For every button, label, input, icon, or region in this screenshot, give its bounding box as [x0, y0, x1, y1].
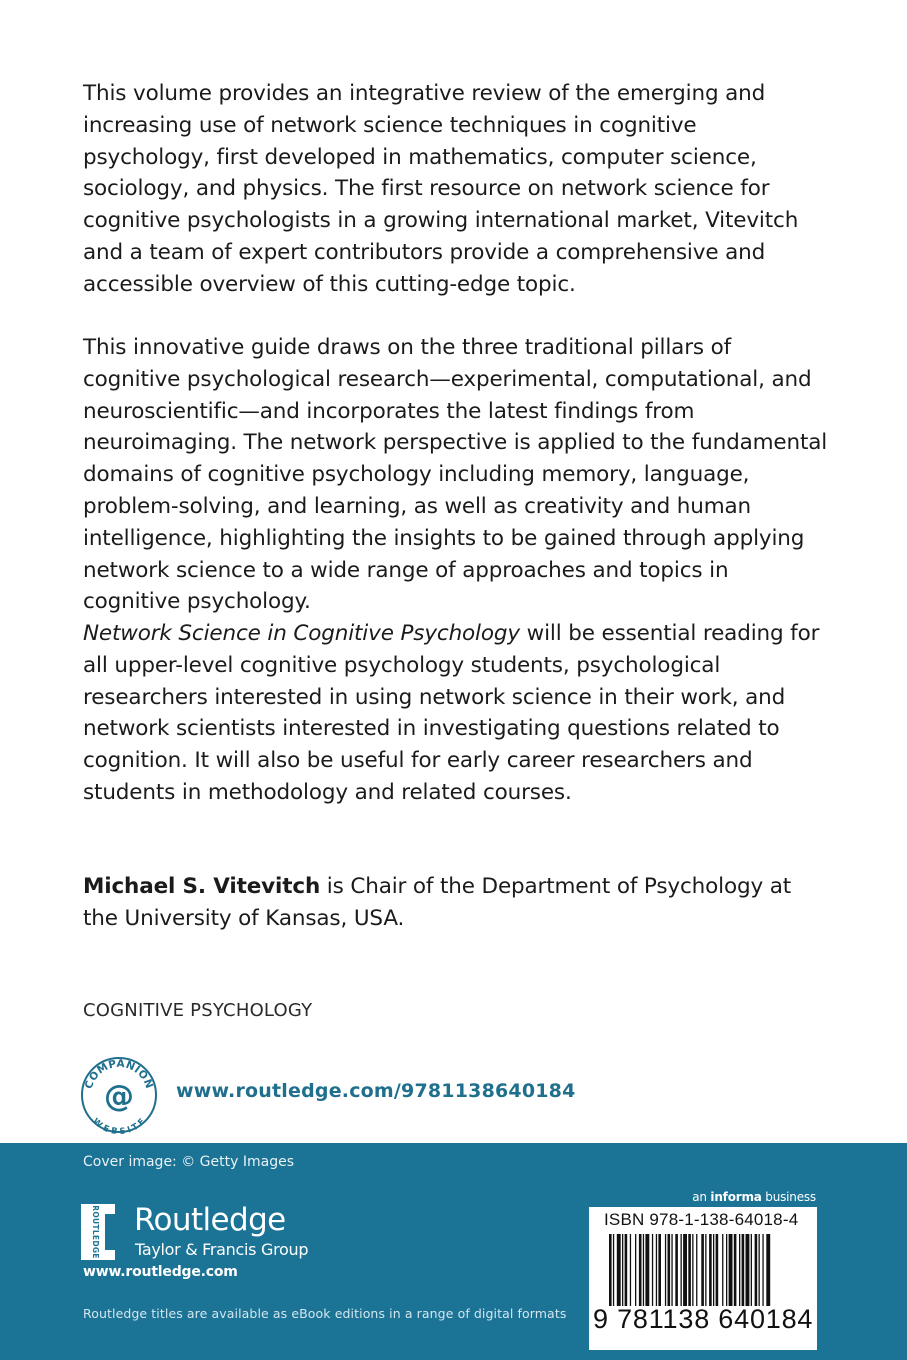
- barcode-bar: [739, 1234, 740, 1306]
- companion-website-badge-icon: [80, 1056, 158, 1134]
- informa-business-tag: [692, 1190, 816, 1204]
- publisher-website-link[interactable]: www.routledge.com: [83, 1264, 238, 1280]
- barcode-bar: [766, 1234, 770, 1306]
- description-paragraph-1: This volume provides an integrative review of the emerging and increasing use of network science techniques in cognitive psychology, first developed in mathematics, computer science, sociology, and physics. The first resource on network science for cognitive psychologists in a growing international market, Vitevitch and a team of expert contributors provide a comprehensive and accessible overview of this cutting-edge topic.: [83, 81, 799, 297]
- isbn-label: ISBN 978-1-138-64018-4: [604, 1210, 799, 1229]
- author-bio: [83, 871, 828, 935]
- barcode-bar: [692, 1234, 693, 1306]
- barcode-bar: [755, 1234, 758, 1306]
- informa-suffix: business: [761, 1190, 816, 1204]
- companion-website-link[interactable]: www.routledge.com/9781138640184: [176, 1080, 576, 1102]
- barcode-bar: [751, 1234, 752, 1306]
- companion-at-symbol: @: [104, 1079, 134, 1114]
- companion-bottom-text: WEBSITE: [90, 1116, 148, 1134]
- barcode-bar: [643, 1234, 644, 1306]
- informa-prefix: an: [692, 1190, 711, 1204]
- ebook-availability-note: Routledge titles are available as eBook editions in a range of digital formats: [83, 1306, 567, 1321]
- companion-top-text: COMPANION: [82, 1057, 156, 1091]
- barcode-bar: [726, 1234, 727, 1306]
- barcode-bar: [709, 1234, 712, 1306]
- description-paragraph-2: This innovative guide draws on the three traditional pillars of cognitive psychological research—experimental, computational, and neuroscientific—and incorporates the latest findings from neuroimaging. The network perspective is applied to the fundamental domains of cognitive psychology including memory, language, problem-solving, and learning, as well as creativity and human intelligence, highlighting the insights to be gained through applying network science to a wide range of approaches and topics in cognitive psychology.: [83, 335, 828, 615]
- barcode-bar: [713, 1234, 714, 1306]
- author-name: Michael S. Vitevitch: [83, 874, 321, 899]
- barcode-bar: [696, 1234, 697, 1306]
- barcode-bar: [683, 1234, 687, 1306]
- barcode-bar: [668, 1234, 671, 1306]
- barcode-bar: [656, 1234, 657, 1306]
- barcode-bar: [630, 1234, 631, 1306]
- barcode-bar: [722, 1234, 723, 1306]
- barcode-bar: [729, 1234, 733, 1306]
- barcode-icon: [609, 1234, 807, 1306]
- barcode-panel: [589, 1207, 817, 1350]
- barcode-bar: [652, 1234, 653, 1306]
- logo-wordmark: ROUTLEDGE: [91, 1205, 100, 1259]
- description-paragraph-3: [83, 618, 828, 809]
- barcode-bar: [701, 1234, 704, 1306]
- publisher-group: Taylor & Francis Group: [135, 1240, 309, 1259]
- barcode-bar: [625, 1234, 628, 1306]
- barcode-bar: [734, 1234, 737, 1306]
- barcode-bar: [671, 1234, 672, 1306]
- barcode-bar: [688, 1234, 691, 1306]
- barcode-bar: [622, 1234, 623, 1306]
- cover-image-credit: Cover image: © Getty Images: [83, 1154, 294, 1170]
- barcode-bar: [675, 1234, 678, 1306]
- barcode-bar: [635, 1234, 636, 1306]
- barcode-bar: [645, 1234, 649, 1306]
- barcode-bar: [762, 1234, 763, 1306]
- barcode-bar: [613, 1234, 614, 1306]
- paragraph-3-text: will be essential reading for all upper-level cognitive psychology students, psychological researchers interested in using network science in their work, and network scientists interested in investigating questions related to cognition. It will also be useful for early career researchers and students in methodology and related courses.: [83, 621, 820, 805]
- book-title-italic: Network Science in Cognitive Psychology: [83, 621, 520, 646]
- barcode-bar: [639, 1234, 642, 1306]
- barcode-bar: [746, 1234, 750, 1306]
- author-bio-text: is Chair of the Department of Psychology at the University of Kansas, USA.: [83, 874, 792, 931]
- barcode-bar: [705, 1234, 706, 1306]
- routledge-logo-icon: [80, 1203, 124, 1261]
- barcode-bar: [681, 1234, 682, 1306]
- barcode-bar: [617, 1234, 621, 1306]
- barcode-bar: [658, 1234, 661, 1306]
- subject-category: COGNITIVE PSYCHOLOGY: [83, 1000, 313, 1021]
- informa-brand: informa: [710, 1190, 762, 1204]
- barcode-bar: [742, 1234, 745, 1306]
- barcode-digits: 9 781138 640184: [593, 1304, 814, 1334]
- barcode-bar: [759, 1234, 760, 1306]
- barcode-bar: [609, 1234, 612, 1306]
- barcode-bar: [665, 1234, 666, 1306]
- barcode-bar: [716, 1234, 719, 1306]
- publisher-name: Routledge: [134, 1202, 286, 1238]
